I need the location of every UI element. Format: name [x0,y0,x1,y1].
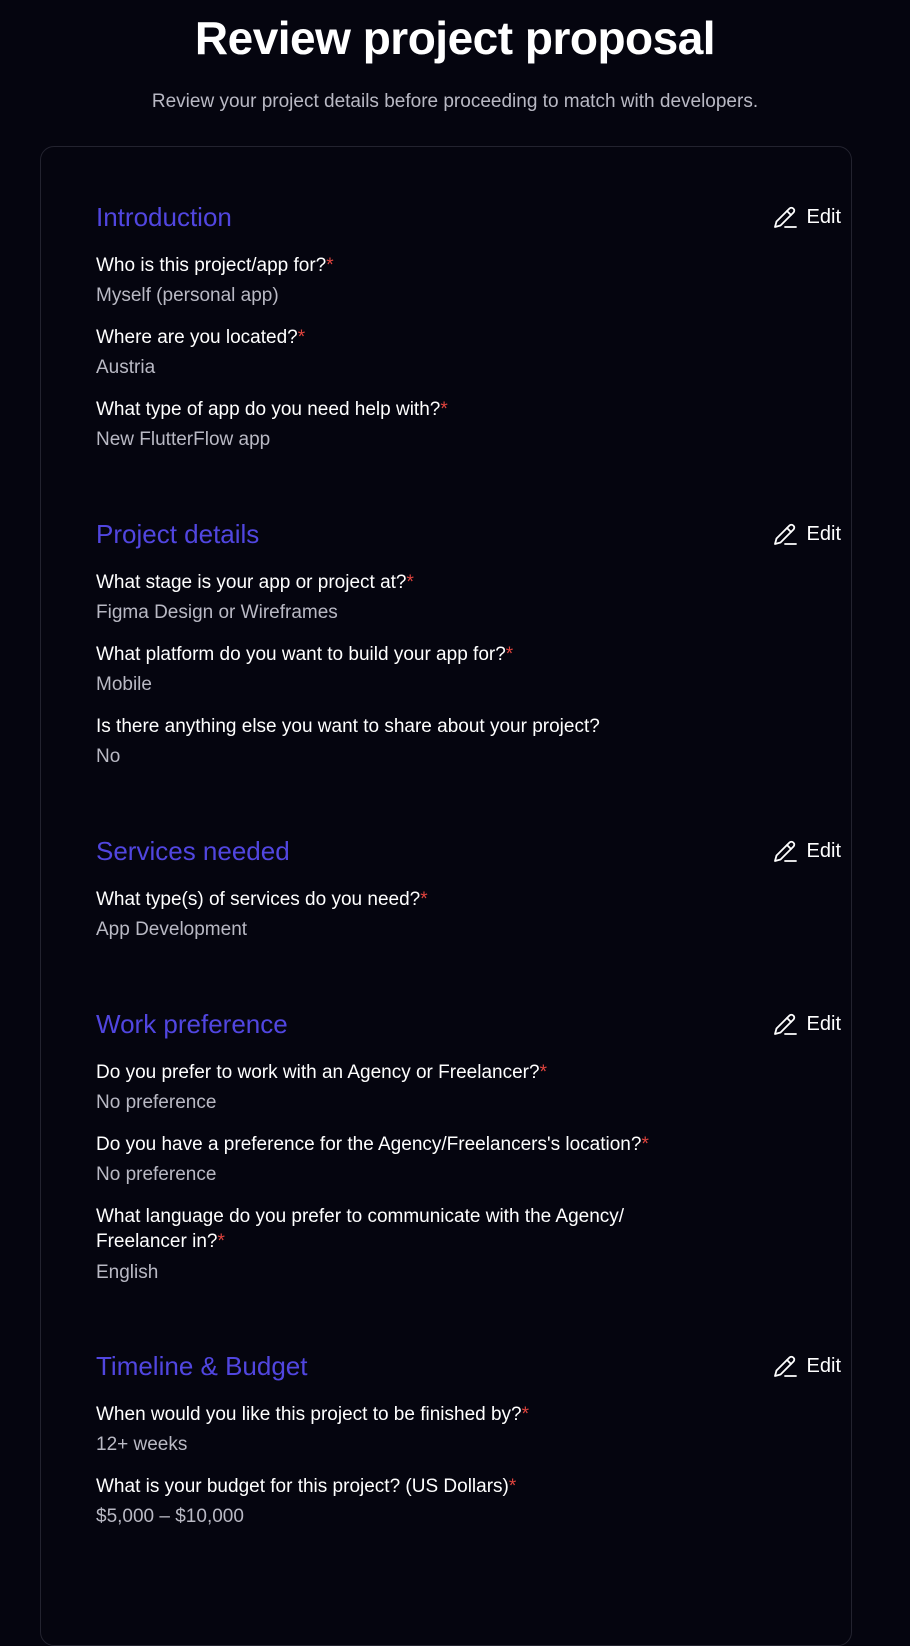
question-label [96,1204,716,1254]
required-asterisk: * [539,1062,547,1083]
question-text: Is there anything else you want to share about your project? [96,716,600,737]
question-text: Where are you located? [96,327,298,348]
section-title: Services needed [96,836,290,866]
proposal-card [40,146,852,1646]
edit-button[interactable] [771,1008,841,1040]
pencil-icon [771,1352,799,1380]
section-project-details [96,516,841,767]
answer-value: Austria [96,357,156,378]
section-title: Introduction [96,202,232,232]
pencil-icon [771,1010,799,1038]
edit-button[interactable] [771,1350,841,1382]
edit-button[interactable] [771,518,841,550]
question-label [96,1060,716,1085]
edit-label: Edit [806,839,841,862]
question-label [96,253,716,278]
required-asterisk: * [326,255,334,276]
answer-value: $5,000 – $10,000 [96,1506,244,1527]
edit-label: Edit [806,1354,841,1377]
section-work-preference [96,1006,841,1283]
answer-value: No preference [96,1164,217,1185]
required-asterisk: * [420,889,428,910]
question-label [96,397,716,422]
question-text: What stage is your app or project at? [96,572,407,593]
question-label [96,1474,716,1499]
edit-button[interactable] [771,835,841,867]
question-text: Who is this project/app for? [96,255,327,276]
section-title: Work preference [96,1009,288,1039]
required-asterisk: * [440,399,448,420]
required-asterisk: * [521,1404,530,1425]
page-title: Review project proposal [194,12,716,64]
pencil-icon [771,520,799,548]
page-subtitle: Review your project details before proceeding to match with developers. [151,91,759,112]
section-title: Timeline & Budget [96,1351,308,1381]
required-asterisk: * [641,1134,649,1155]
required-asterisk: * [297,327,306,348]
edit-button[interactable] [771,201,841,233]
section-services-needed [96,833,841,940]
answer-value: Myself (personal app) [96,285,279,306]
question-text: What platform do you want to build your app for? [96,644,506,665]
answer-value: App Development [96,919,248,940]
question-label [96,642,716,667]
pencil-icon [771,837,799,865]
question-text: When would you like this project to be finished by? [96,1404,522,1425]
question-text: What is your budget for this project? (US Dollars) [96,1476,509,1497]
question-label [96,1402,716,1427]
question-label [96,570,716,595]
answer-value: English [96,1262,159,1283]
answer-value: Mobile [96,674,152,695]
section-header [96,199,841,239]
section-header [96,1348,841,1388]
required-asterisk: * [217,1231,225,1252]
question-label [96,325,716,350]
section-timeline-budget [96,1348,841,1527]
required-asterisk: * [406,572,414,593]
required-asterisk: * [505,644,514,665]
section-introduction [96,199,841,450]
question-text: Do you prefer to work with an Agency or Freelancer? [96,1062,540,1083]
question-label [96,714,716,739]
pencil-icon [771,203,799,231]
section-header [96,1006,841,1046]
section-header [96,833,841,873]
question-text: What type of app do you need help with? [96,399,441,420]
question-text: What language do you prefer to communicate with the Agency/ Freelancer in? [96,1206,625,1252]
question-label [96,1132,716,1157]
answer-value: 12+ weeks [96,1434,188,1455]
question-text: Do you have a preference for the Agency/Freelancers's location? [96,1134,642,1155]
answer-value: No preference [96,1092,217,1113]
edit-label: Edit [806,205,841,228]
section-header [96,516,841,556]
answer-value: Figma Design or Wireframes [96,602,338,623]
answer-value: New FlutterFlow app [96,429,271,450]
answer-value: No [96,746,121,767]
question-text: What type(s) of services do you need? [96,889,421,910]
question-label [96,887,716,912]
section-title: Project details [96,519,260,549]
required-asterisk: * [508,1476,517,1497]
edit-label: Edit [806,1012,841,1035]
edit-label: Edit [806,522,841,545]
